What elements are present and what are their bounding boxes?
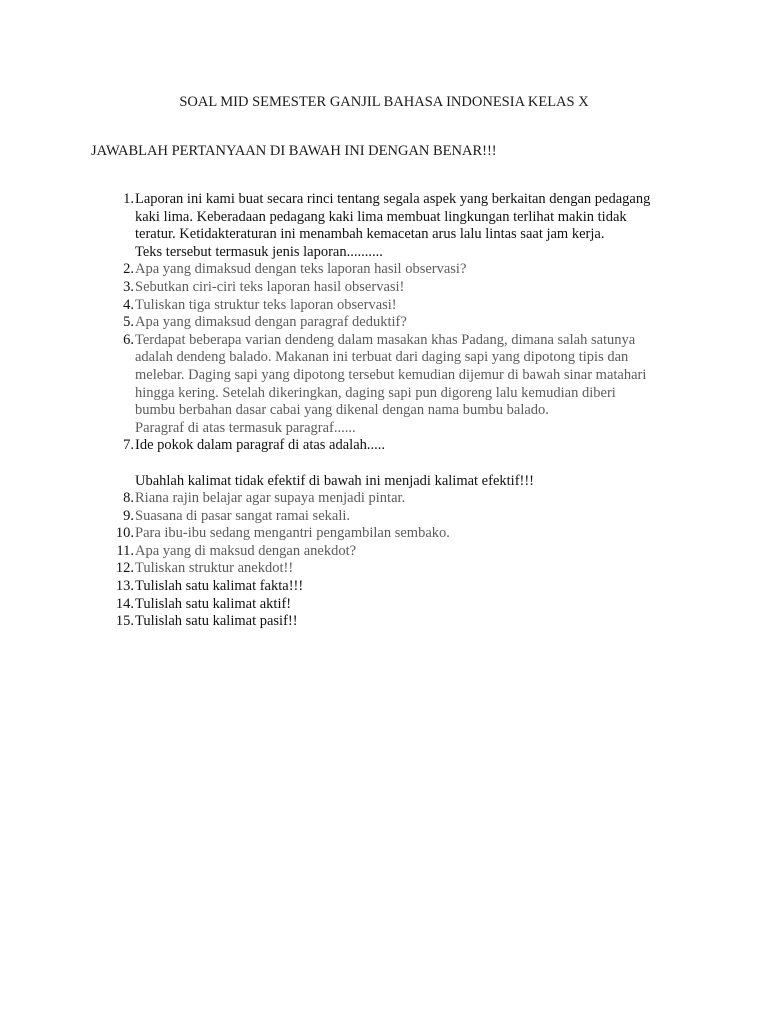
question-7 <box>100 437 690 455</box>
question-number: 13. <box>115 578 134 595</box>
question-line: Teks tersebut termasuk jenis laporan.......... <box>135 243 383 260</box>
question-line: kaki lima. Keberadaan pedagang kaki lima membuat lingkungan terlihat makin tidak <box>135 208 627 225</box>
question-text: Apa yang di maksud dengan anekdot? <box>135 542 357 559</box>
question-text: Tuliskan struktur anekdot!! <box>135 560 294 577</box>
question-number: 15. <box>115 613 134 630</box>
question-12 <box>100 560 690 578</box>
question-line: melebar. Daging sapi yang dipotong tersebut kemudian dijemur di bawah sinar matahari <box>135 366 647 383</box>
question-text: Tuliskan tiga struktur teks laporan observasi! <box>135 296 397 313</box>
question-text: Para ibu-ibu sedang mengantri pengambilan sembako. <box>135 525 450 542</box>
question-number: 3. <box>123 278 134 295</box>
question-text: Tulislah satu kalimat pasif!! <box>135 613 298 630</box>
question-number: 6. <box>123 331 134 348</box>
question-8 <box>100 490 690 508</box>
question-number: 10. <box>115 525 134 542</box>
question-4 <box>100 297 690 315</box>
question-10 <box>100 525 690 543</box>
section-instruction: Ubahlah kalimat tidak efektif di bawah ini menjadi kalimat efektif!!! <box>135 472 535 489</box>
question-list <box>100 191 690 631</box>
question-number: 7. <box>123 437 134 454</box>
question-text: Riana rajin belajar agar supaya menjadi pintar. <box>135 490 406 507</box>
question-number: 4. <box>123 296 134 313</box>
question-number: 5. <box>123 314 134 331</box>
question-1 <box>100 191 690 261</box>
question-line: hingga kering. Setelah dikeringkan, daging sapi pun digoreng lalu kemudian diberi <box>135 384 616 401</box>
question-number: 14. <box>115 595 134 612</box>
question-text <box>135 191 690 261</box>
question-13 <box>100 578 690 596</box>
question-line: Terdapat beberapa varian dendeng dalam masakan khas Padang, dimana salah satunya <box>135 331 636 348</box>
question-text: Sebutkan ciri-ciri teks laporan hasil observasi! <box>135 278 405 295</box>
question-number: 1. <box>123 191 134 207</box>
question-text: Suasana di pasar sangat ramai sekali. <box>135 507 351 524</box>
question-15 <box>100 613 690 631</box>
question-number: 2. <box>123 261 134 278</box>
question-6 <box>100 332 690 438</box>
question-line: adalah dendeng balado. Makanan ini terbuat dari daging sapi yang dipotong tipis dan <box>135 349 629 366</box>
question-number: 12. <box>115 560 134 577</box>
question-2 <box>100 261 690 279</box>
question-5 <box>100 314 690 332</box>
question-3 <box>100 279 690 297</box>
question-text: Ide pokok dalam paragraf di atas adalah..... <box>135 437 386 454</box>
question-text: Tulislah satu kalimat aktif! <box>135 595 292 612</box>
question-text: Apa yang dimaksud dengan teks laporan hasil observasi? <box>135 261 467 278</box>
question-text: Apa yang dimaksud dengan paragraf deduktif? <box>135 314 407 331</box>
question-14 <box>100 596 690 614</box>
page-title: SOAL MID SEMESTER GANJIL BAHASA INDONESIA KELAS X <box>179 94 589 110</box>
question-text: Tulislah satu kalimat fakta!!! <box>135 578 304 595</box>
question-number: 11. <box>116 542 134 559</box>
question-number: 9. <box>123 507 134 524</box>
question-line: Paragraf di atas termasuk paragraf...... <box>135 419 356 436</box>
instruction-heading: JAWABLAH PERTANYAAN DI BAWAH INI DENGAN BENAR!!! <box>91 143 497 159</box>
question-number: 8. <box>123 490 134 507</box>
question-9 <box>100 508 690 526</box>
question-line: teratur. Ketidakteraturan ini menambah kemacetan arus lalu lintas saat jam kerja. <box>135 226 605 243</box>
question-11 <box>100 543 690 561</box>
question-line: Laporan ini kami buat secara rinci tentang segala aspek yang berkaitan dengan pedagang <box>135 191 651 207</box>
question-text <box>135 332 690 438</box>
question-line: bumbu berbahan dasar cabai yang dikenal dengan nama bumbu balado. <box>135 402 549 419</box>
section-spacer <box>100 455 690 473</box>
